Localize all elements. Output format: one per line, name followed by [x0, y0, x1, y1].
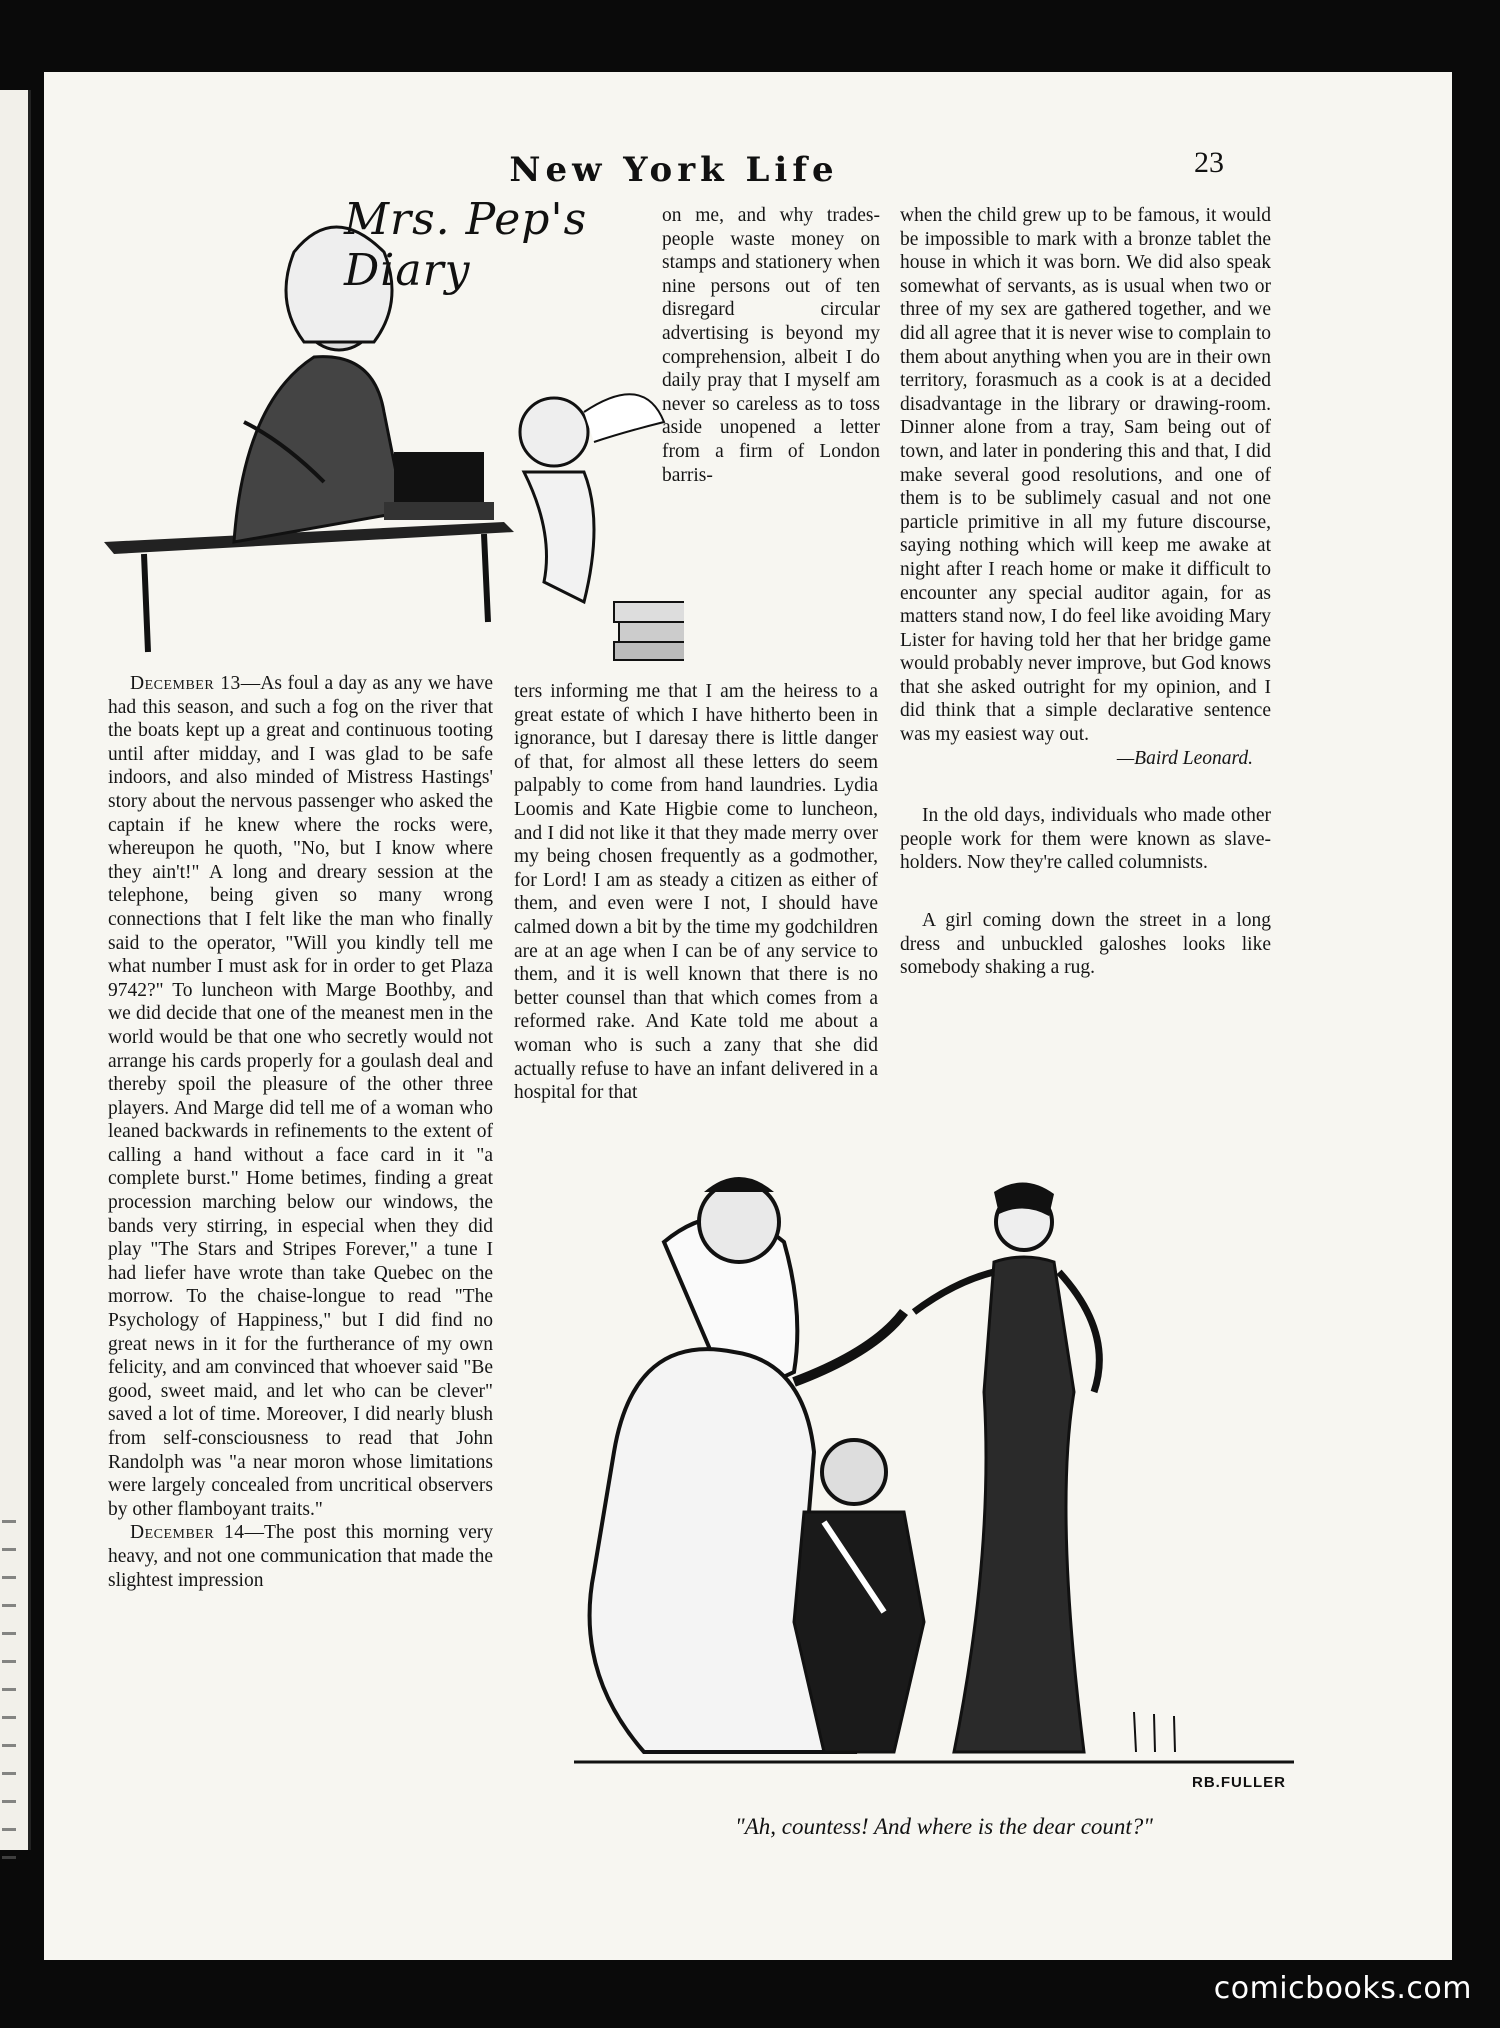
- site-watermark: comicbooks.com: [1213, 1971, 1472, 2006]
- article-intro: [662, 204, 880, 487]
- dec13-text: —As foul a day as any we have had this season, and such a fog on the river that the boats kept up a great and continuous tooting until after midday, and I was glad to be safe indoors, and also minded of Mistress Hastings' story about the nervous passenger who asked the captain if he knew where the rocks were, whereupon he quoth, "No, but I know where they ain't!" A long and dreary session at the telephone, being given so many wrong connections that I felt like the man who finally said to the operator, "Will you kindly tell me what number I must ask for in order to get Plaza 9742?" To luncheon with Marge Boothby, and we did decide that one of the meanest men in the world would be that one who secretly would not arrange his cards properly for a goulash deal and thereby spoil the pleasure of the other three players. And Marge did tell me of a woman who leaned backwards in refinements to the extent of calling a hand without a face card in it "a complete burst." Home betimes, finding a great procession marching below our windows, the bands very stirring, in especial when they did play "The Stars and Stripes Forever," a tune I had liefer have wrote than take Quebec on the morrow. To the chaise-longue to read "The Psychology of Happiness," but I did find no great news in it for the furtherance of my own felicity, and am convinced that whoever said "Be good, sweet maid, and let who can be clever" saved a lot of time. Moreover, I did nearly blush from self-consciousness to read that John Randolph was "a near moron whose limitations were largely concealed from uncritical observers by other flamboyant traits.": [108, 673, 494, 1520]
- dec13-heading: December 13: [130, 673, 241, 694]
- column-left: [108, 672, 493, 1592]
- article-title: Mrs. Pep's Diary: [344, 194, 588, 296]
- dec14-heading: December 14: [130, 1522, 245, 1544]
- filler-columnists: In the old days, individuals who made other people work for them were known as slave-holders. Now they're called columnists.: [900, 805, 1271, 874]
- artist-signature: RB.FULLER: [1192, 1774, 1286, 1791]
- page-number: 23: [1194, 146, 1224, 179]
- cartoon-illustration: [554, 1152, 1314, 1792]
- filler-galoshes: A girl coming down the street in a long dress and unbuckled galoshes looks like somebody shaking a rug.: [900, 910, 1271, 979]
- masthead: New York Life: [509, 150, 839, 190]
- byline: —Baird Leonard.: [1116, 747, 1253, 769]
- magazine-page: [44, 72, 1452, 1960]
- dec14-text: —The post this morning very heavy, and not one communication that made the slightest impression: [108, 1522, 493, 1591]
- column-middle: [514, 680, 878, 1105]
- column-right-text: when the child grew up to be famous, it would be impossible to mark with a bronze tablet the house in which it was born. We did also speak somewhat of servants, as is usual when two or three of my sex are gathered together, and we did all agree that it is never wise to complain to them about anything when you are in their own territory, forasmuch as a cook is at a decided disadvantage in the library or drawing-room. Dinner alone from a tray, Sam being out of town, and later in pondering this and that, I did make several good resolutions, and one of them is to be sublimely casual and not one particle primitive in all my future discourse, saying nothing which will keep me awake at night after I reach home or make it difficult to encounter any special auditor again, for as matters stand now, I do feel like avoiding Mary Lister for having told her that her bridge game would probably never improve, but God knows that she asked outright for my opinion, and I did think that a simple declarative sentence was my easiest way out.: [900, 205, 1271, 746]
- spine-marks: [2, 1520, 16, 1880]
- column-right: [900, 204, 1271, 980]
- intro-paragraph: on me, and why trades-people waste money on stamps and stationery when nine persons out of ten disregard circular advertising is beyond my comprehension, albeit I do daily pray that I myself am never so careless as to toss aside unopened a letter from a firm of London barris-: [662, 205, 880, 486]
- column-middle-text: ters informing me that I am the heiress to a great estate of which I have hitherto been in ignorance, but I daresay there is little danger of that, for almost all these letters do seem palpably to come from hand laundries. Lydia Loomis and Kate Higbie come to luncheon, and I did not like it that they made merry over my being chosen frequently as a godmother, for Lord! I am as steady a citizen as either of them, and even were I not, I should have calmed down a bit by the time my godchildren are at an age when I can be of any service to them, and it is well known that there is no better counsel than that which comes from a reformed rake. And Kate told me about a woman who is such a zany that she did actually refuse to have an infant delivered in a hospital for that: [514, 681, 878, 1104]
- book-binding-edge: [0, 90, 31, 1850]
- cartoon-caption: "Ah, countess! And where is the dear count?": [735, 1814, 1153, 1839]
